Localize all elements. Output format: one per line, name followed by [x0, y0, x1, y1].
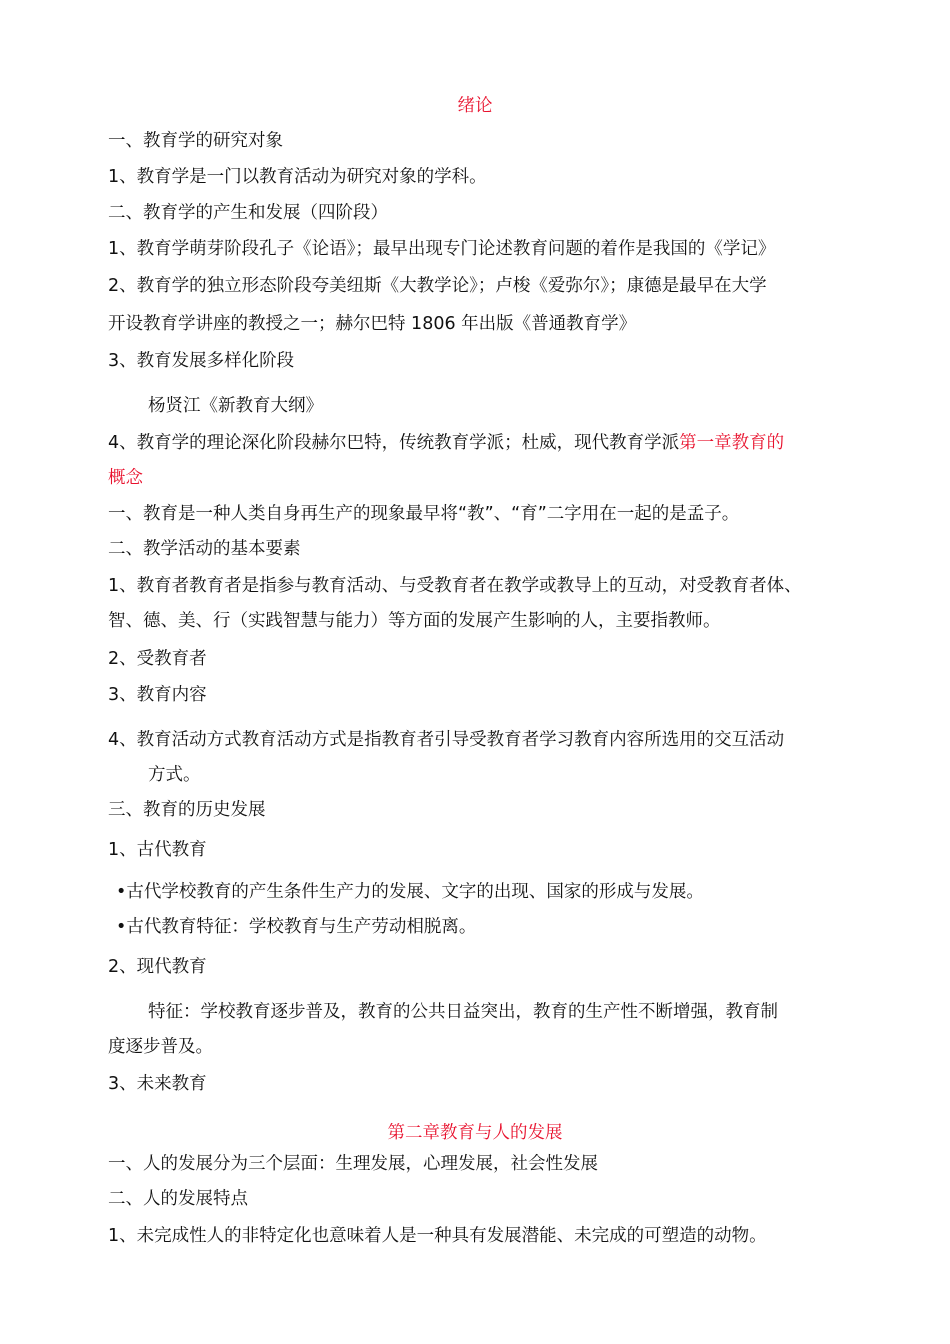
paragraph: 4、教育活动方式教育活动方式是指教育者引导受教育者学习教育内容所选用的交互活动: [108, 730, 785, 750]
paragraph: 3、教育内容: [108, 685, 207, 705]
paragraph: 1、教育者教育者是指参与教育活动、与受教育者在教学或教导上的互动，对受教育者体、: [108, 576, 802, 596]
bullet-item: •古代学校教育的产生条件生产力的发展、文字的出现、国家的形成与发展。: [116, 882, 704, 902]
paragraph: 开设教育学讲座的教授之一；赫尔巴特 1806 年出版《普通教育学》: [108, 314, 637, 334]
section-heading: 二、教学活动的基本要素: [108, 539, 301, 559]
section-heading: 三、教育的历史发展: [108, 800, 266, 820]
paragraph: 1、古代教育: [108, 840, 207, 860]
bullet-item: •古代教育特征：学校教育与生产劳动相脱离。: [116, 917, 477, 937]
paragraph: 2、教育学的独立形态阶段夸美纽斯《大教学论》；卢梭《爱弥尔》；康德是最早在大学: [108, 276, 767, 296]
paragraph: 1、教育学萌芽阶段孔子《论语》；最早出现专门论述教育问题的着作是我国的《学记》: [108, 239, 776, 259]
paragraph: 度逐步普及。: [108, 1037, 213, 1057]
chapter2-title: 第二章教育与人的发展: [387, 1123, 563, 1143]
paragraph: 一、人的发展分为三个层面：生理发展，心理发展，社会性发展: [108, 1154, 598, 1174]
paragraph: 方式。: [148, 765, 201, 785]
paragraph-with-chapter-title: [108, 432, 858, 454]
paragraph: 1、未完成性人的非特定化也意味着人是一种具有发展潜能、未完成的可塑造的动物。: [108, 1226, 767, 1246]
paragraph: 杨贤江《新教育大纲》: [148, 396, 323, 416]
section-heading: 二、人的发展特点: [108, 1189, 248, 1209]
paragraph: 2、受教育者: [108, 649, 207, 669]
section-heading: 二、教育学的产生和发展（四阶段）: [108, 203, 388, 223]
paragraph: 3、教育发展多样化阶段: [108, 351, 295, 371]
paragraph: 智、德、美、行（实践智慧与能力）等方面的发展产生影响的人，主要指教师。: [108, 611, 721, 631]
paragraph: 2、现代教育: [108, 957, 207, 977]
section-heading: 一、教育学的研究对象: [108, 131, 283, 151]
paragraph: 3、未来教育: [108, 1074, 207, 1094]
chapter1-title-continued: 概念: [108, 468, 143, 488]
paragraph: 1、教育学是一门以教育活动为研究对象的学科。: [108, 167, 487, 187]
paragraph: 一、教育是一种人类自身再生产的现象最早将“教”、“育”二字用在一起的是孟子。: [108, 504, 740, 524]
chapter1-title: 第一章教育的: [679, 433, 785, 453]
paragraph: 特征：学校教育逐步普及，教育的公共日益突出，教育的生产性不断增强，教育制: [148, 1002, 778, 1022]
intro-title: 绪论: [457, 96, 493, 116]
paragraph-text: 4、教育学的理论深化阶段赫尔巴特，传统教育学派；杜威，现代教育学派: [108, 433, 680, 453]
